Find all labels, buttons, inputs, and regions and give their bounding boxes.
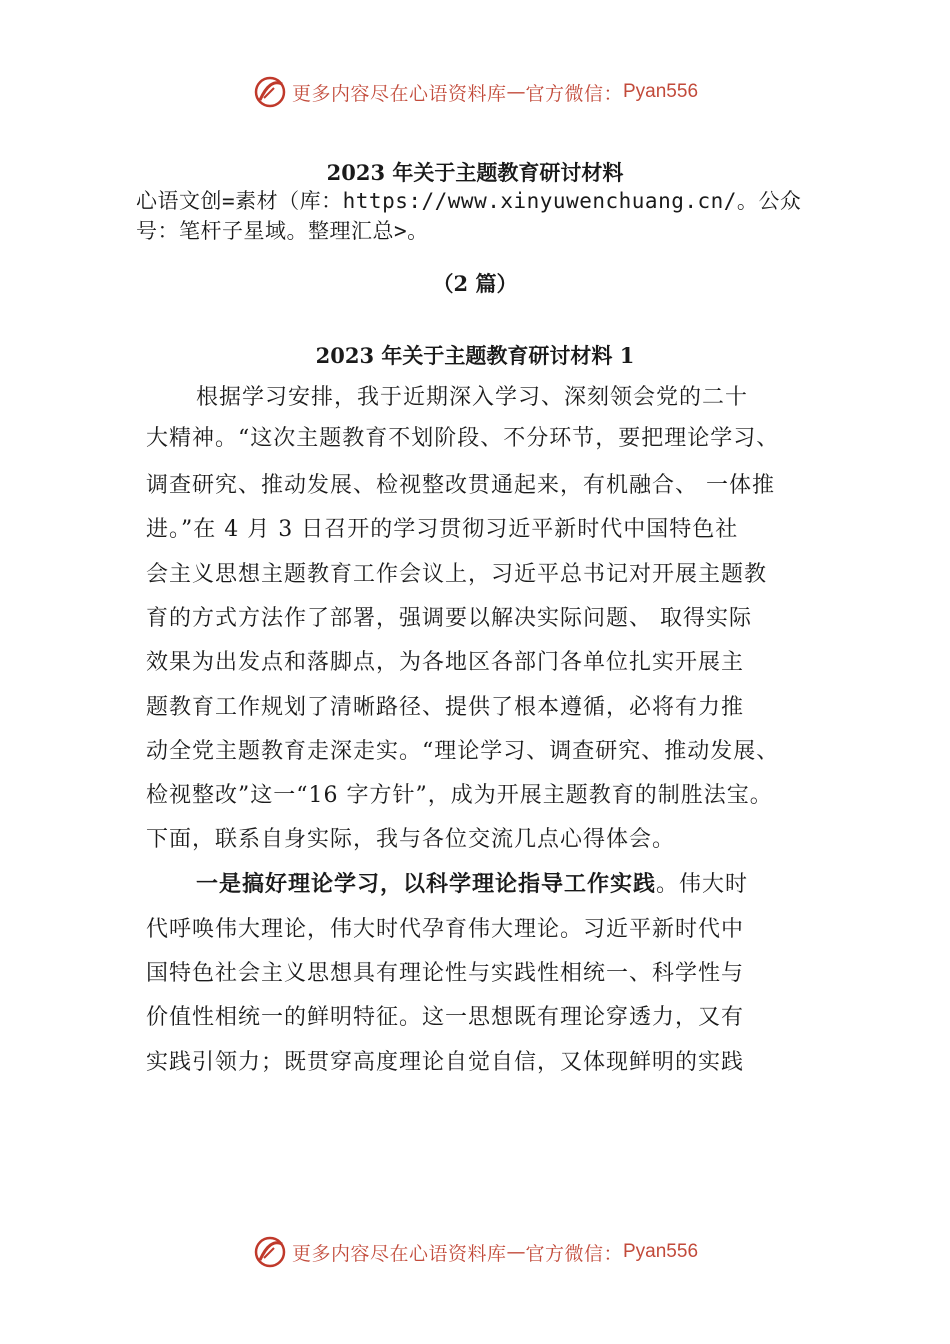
banner-separator: — bbox=[506, 81, 526, 103]
article-title: 2023 年关于主题教育研讨材料 1 bbox=[315, 343, 635, 368]
body-line: 价值性相统一的鲜明特征。这一思想既有理论穿透力，又有 bbox=[146, 1005, 745, 1030]
banner-wechat-id: Pyan556 bbox=[623, 1241, 699, 1262]
body-line: 国特色社会主义思想具有理论性与实践性相统一、科学性与 bbox=[146, 961, 745, 986]
footer-banner bbox=[0, 1232, 950, 1272]
body-line: 题教育工作规划了清晰路径、提供了根本遵循，必将有力推 bbox=[146, 695, 745, 720]
body-line: 代呼唤伟大理论，伟大时代孕育伟大理论。习近平新时代中 bbox=[146, 917, 745, 942]
body-line: 调查研究、推动发展、检视整改贯通起来，有机融合、 一体推 bbox=[146, 473, 775, 498]
logo-icon bbox=[252, 1234, 288, 1270]
body-line: 实践引领力；既贯穿高度理论自觉自信，又体现鲜明的实践 bbox=[146, 1050, 745, 1075]
banner-text: 更多内容尽在心语资料库 bbox=[291, 1242, 507, 1265]
body-line: 检视整改”这一“16 字方针”，成为开展主题教育的制胜法宝。 bbox=[146, 783, 773, 808]
body-line: 动全党主题教育走深走实。“理论学习、调查研究、推动发展、 bbox=[146, 739, 780, 764]
article-count: （2 篇） bbox=[432, 271, 518, 296]
body-line: 育的方式方法作了部署，强调要以解决实际问题、 取得实际 bbox=[146, 606, 752, 631]
logo-icon bbox=[252, 74, 288, 110]
body-line: 进。”在 4 月 3 日召开的学习贯彻习近平新时代中国特色社 bbox=[146, 517, 739, 542]
banner-wechat-label: 官方微信： bbox=[525, 1242, 623, 1265]
body-line: 下面，联系自身实际，我与各位交流几点心得体会。 bbox=[146, 827, 676, 852]
banner-wechat-id: Pyan556 bbox=[623, 81, 699, 102]
body-line: 效果为出发点和落脚点，为各地区各部门各单位扎实开展主 bbox=[146, 650, 745, 675]
body-line: 会主义思想主题教育工作会议上，习近平总书记对开展主题教 bbox=[146, 562, 768, 587]
point-1-line bbox=[196, 867, 748, 898]
point-1-heading: 一是搞好理论学习，以科学理论指导工作实践 bbox=[196, 871, 657, 897]
header-banner bbox=[0, 72, 950, 112]
document-title: 2023 年关于主题教育研讨材料 bbox=[326, 160, 624, 185]
banner-separator: — bbox=[506, 1241, 526, 1263]
body-line: 大精神。“这次主题教育不划阶段、不分环节，要把理论学习、 bbox=[146, 426, 780, 451]
source-line-1: 心语文创=素材（库：https://www.xinyuwenchuang.cn/。公众 bbox=[136, 189, 802, 213]
banner-wechat-label: 官方微信： bbox=[525, 82, 623, 105]
banner-text: 更多内容尽在心语资料库 bbox=[291, 82, 507, 105]
point-1-tail: 。伟大时 bbox=[656, 872, 749, 897]
source-line-2: 号：笔杆子星域。整理汇总>。 bbox=[136, 219, 429, 243]
body-line: 根据学习安排，我于近期深入学习、深刻领会党的二十 bbox=[196, 385, 749, 410]
